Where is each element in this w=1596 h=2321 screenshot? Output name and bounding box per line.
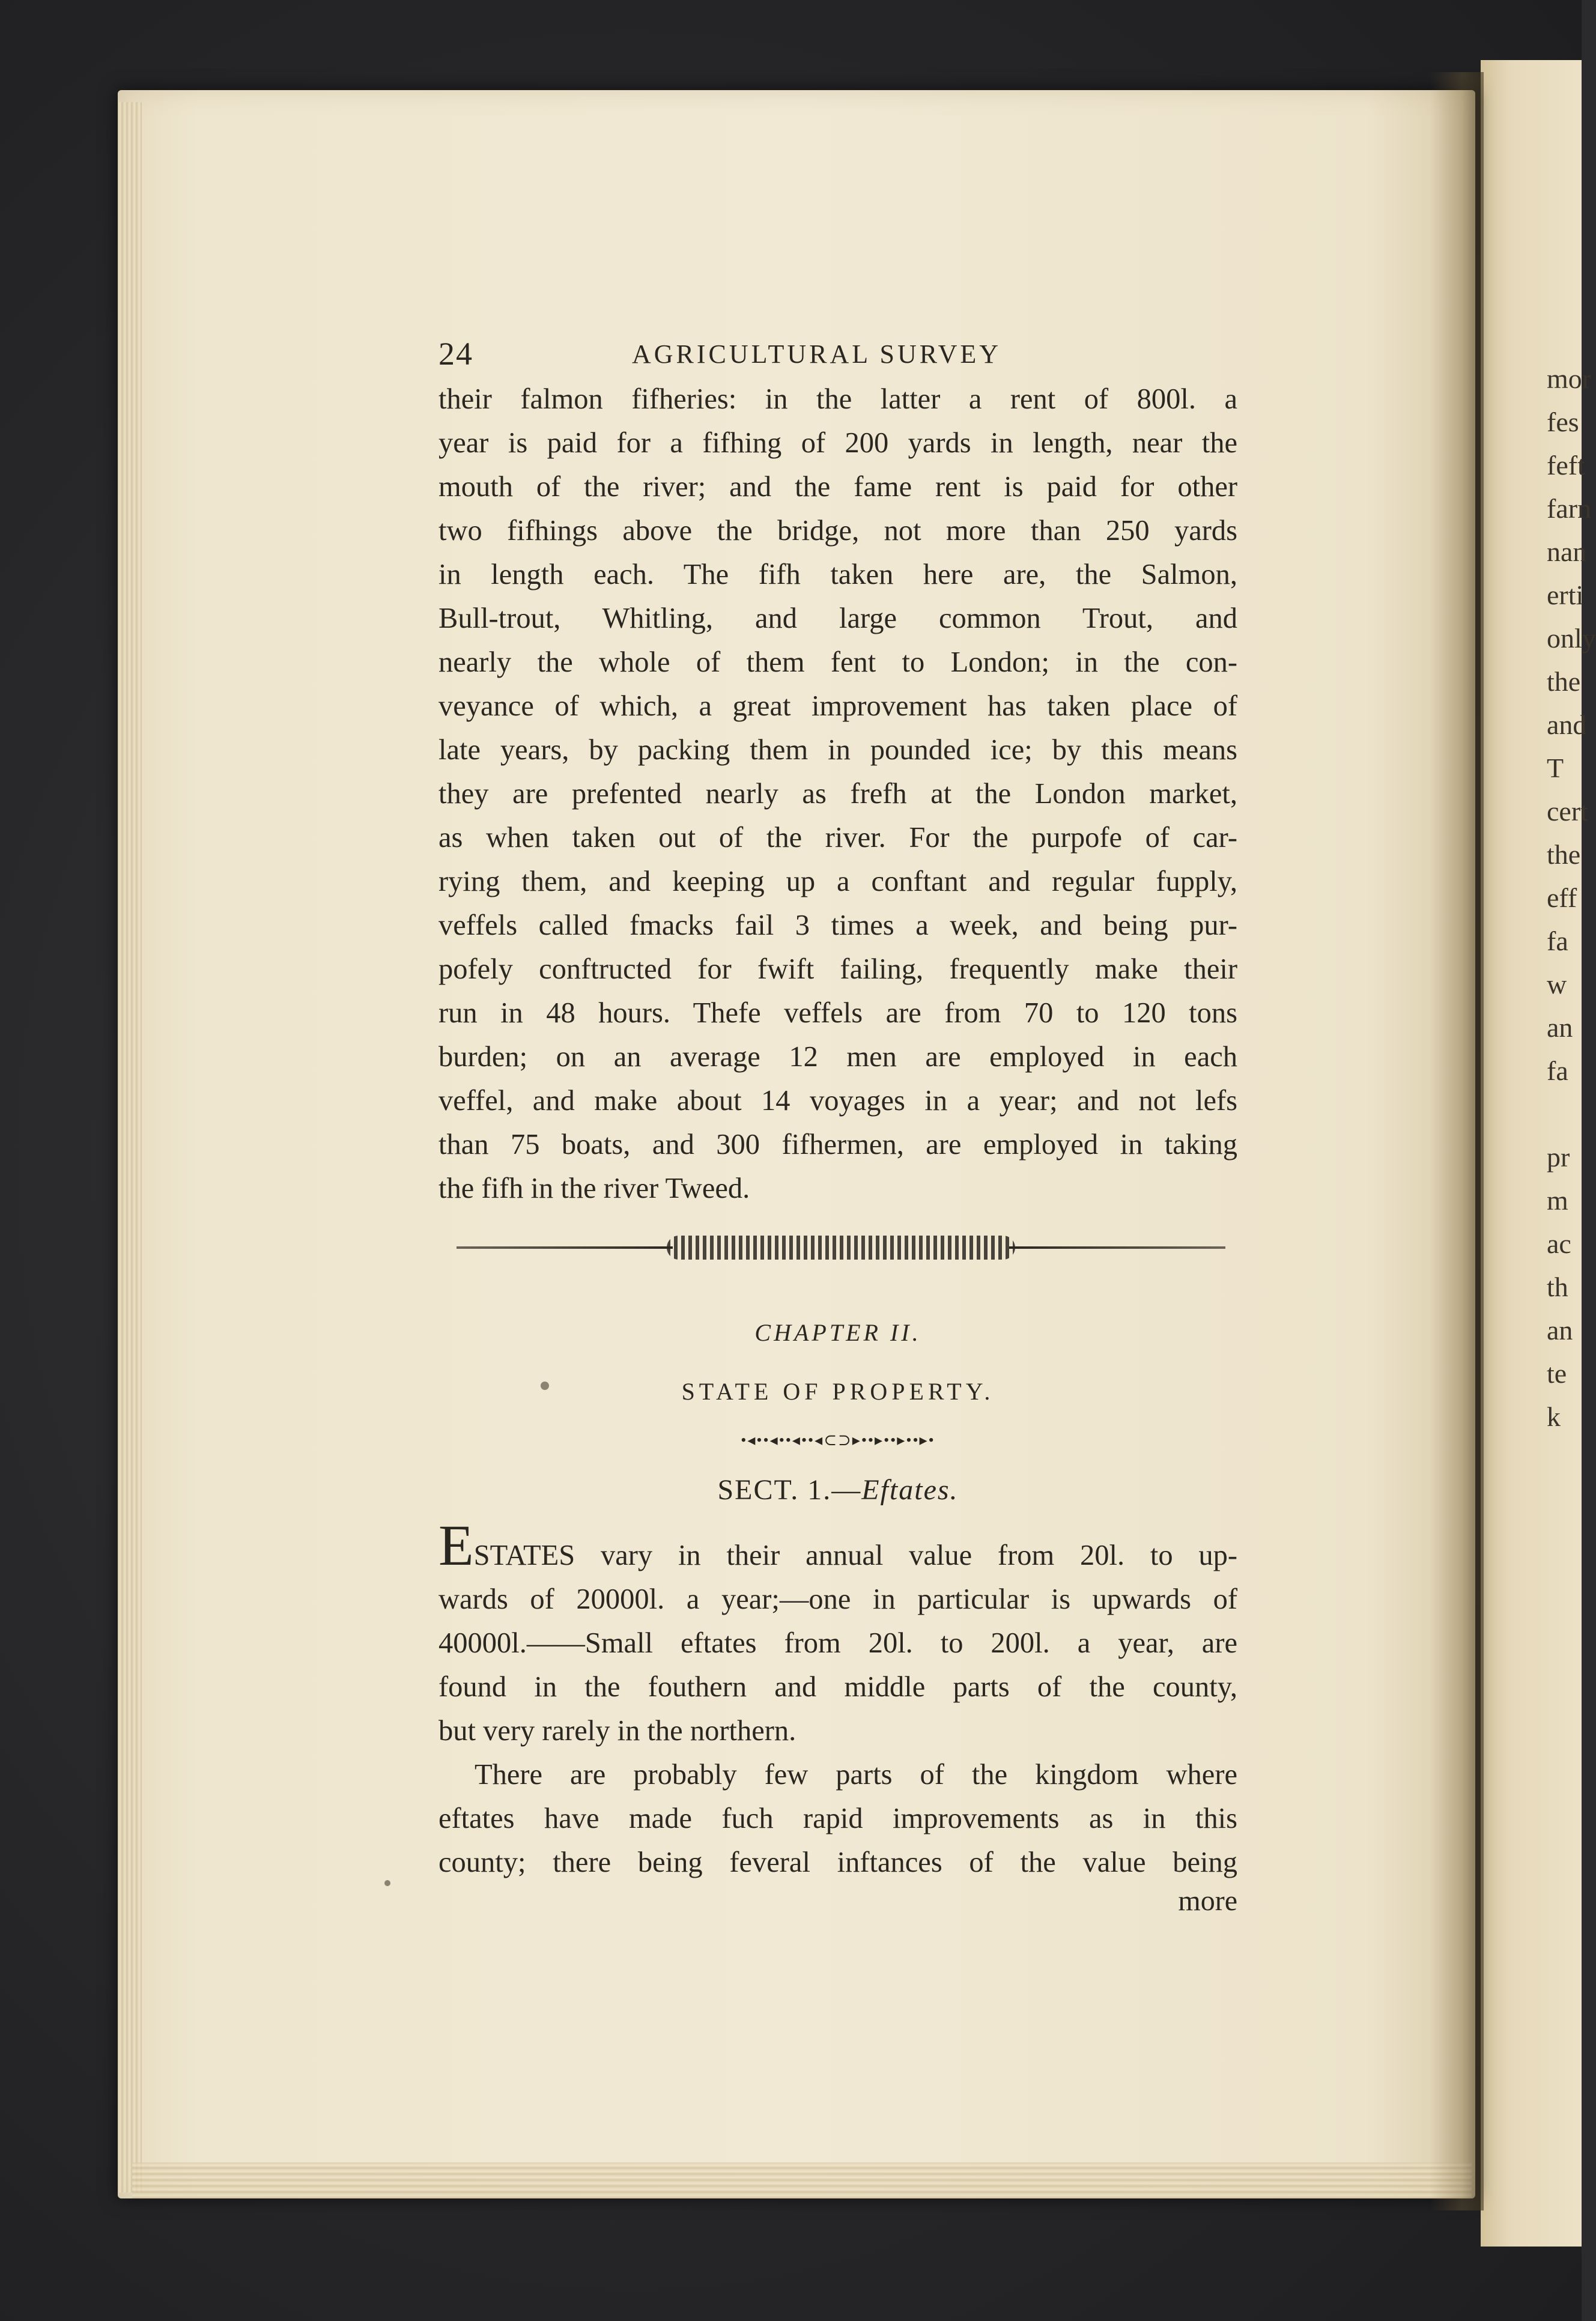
chapter-title: STATE OF PROPERTY. bbox=[681, 1378, 995, 1405]
facing-page-fragment: fa bbox=[1547, 926, 1568, 956]
text-line: two fifhings above the bridge, not more than 250 yards bbox=[438, 515, 1237, 547]
section-label: SECT. 1.— bbox=[717, 1474, 862, 1506]
text-line: nearly the whole of them fent to London; in the con- bbox=[438, 646, 1237, 678]
ink-speck bbox=[384, 1880, 390, 1886]
facing-page-fragment: w bbox=[1547, 969, 1567, 1000]
facing-page-fragment: feft bbox=[1547, 450, 1585, 481]
facing-page-fragment: th bbox=[1547, 1272, 1568, 1302]
catchword: more bbox=[1178, 1885, 1237, 1917]
text-line: late years, by packing them in pounded ice; by this means bbox=[438, 734, 1237, 766]
text-line: run in 48 hours. Thefe veffels are from 70 to 120 tons bbox=[438, 997, 1237, 1029]
text-line: pofely conftructed for fwift failing, frequently make their bbox=[438, 953, 1237, 985]
text-line: year is paid for a fifhing of 200 yards in length, near the bbox=[438, 427, 1237, 459]
text-line: burden; on an average 12 men are employed in each bbox=[438, 1041, 1237, 1073]
facing-page-fragment bbox=[1547, 1093, 1582, 1136]
facing-page-fragment: fa bbox=[1547, 1055, 1568, 1086]
facing-page-fragment: an bbox=[1547, 1315, 1573, 1346]
page-deckle-edge-bottom bbox=[132, 2162, 1472, 2198]
facing-page-fragment: farn bbox=[1547, 493, 1592, 524]
running-title: AGRICULTURAL SURVEY bbox=[632, 339, 1002, 369]
page-number: 24 bbox=[438, 336, 473, 372]
text-line: 40000l.——Small eftates from 20l. to 200l. a year, are bbox=[438, 1627, 1237, 1659]
ornamental-rule bbox=[438, 1210, 1237, 1300]
facing-page-fragment: k bbox=[1547, 1401, 1561, 1432]
text-line: county; there being feveral inftances of the value being bbox=[438, 1846, 1237, 1878]
facing-page-fragment: te bbox=[1547, 1358, 1567, 1389]
paragraph-improvements bbox=[438, 1753, 1237, 1884]
page-content bbox=[438, 329, 1237, 1917]
section-title: Eftates. bbox=[861, 1474, 959, 1506]
text-line: wards of 20000l. a year;—one in particular is upwards of bbox=[438, 1583, 1237, 1615]
facing-page-fragment: T bbox=[1547, 753, 1564, 783]
text-line: but very rarely in the northern. bbox=[438, 1715, 796, 1747]
facing-page-fragment: an bbox=[1547, 1012, 1573, 1043]
paragraph-fisheries bbox=[438, 377, 1237, 1210]
section-ornament: •◂••◂••◂••◂⊂⊃▸••▸••▸••▸• bbox=[741, 1431, 935, 1449]
book-gutter bbox=[1430, 72, 1484, 2210]
section-heading bbox=[438, 1473, 1237, 1528]
text-line: the fifh in the river Tweed. bbox=[438, 1173, 750, 1204]
facing-page-fragment: the bbox=[1547, 839, 1581, 870]
facing-page-fragment: the bbox=[1547, 666, 1581, 697]
text-line: Bull-trout, Whitling, and large common Trout, and bbox=[438, 602, 1237, 634]
drop-cap: E bbox=[438, 1513, 474, 1577]
facing-page-fragment: pr bbox=[1547, 1142, 1570, 1173]
paragraph-estates bbox=[438, 1513, 1237, 1753]
facing-page-fragment: ac bbox=[1547, 1228, 1571, 1259]
text-line: in length each. The fifh taken here are, the Salmon, bbox=[438, 559, 1237, 590]
estates-first-line bbox=[438, 1513, 1237, 1577]
facing-page-fragment: eff bbox=[1547, 882, 1577, 913]
text-line: veyance of which, a great improvement has taken place of bbox=[438, 690, 1237, 722]
facing-page-fragment: erti bbox=[1547, 580, 1584, 610]
text-line: veffel, and make about 14 voyages in a year; and not lefs bbox=[438, 1085, 1237, 1117]
text-line: found in the fouthern and middle parts of the county, bbox=[438, 1671, 1237, 1703]
text-line: rying them, and keeping up a conftant and regular fupply, bbox=[438, 866, 1237, 897]
text-line: they are prefented nearly as frefh at the London market, bbox=[438, 778, 1237, 810]
running-head bbox=[438, 329, 1237, 377]
facing-page-fragment: nan bbox=[1547, 536, 1587, 567]
text-line: veffels called fmacks fail 3 times a week, and being pur- bbox=[438, 909, 1237, 941]
page-deckle-edge-left bbox=[118, 102, 142, 2192]
text-line: as when taken out of the river. For the purpofe of car- bbox=[438, 822, 1237, 854]
facing-page-fragment: cert bbox=[1547, 796, 1588, 827]
rule-center-ornament bbox=[667, 1236, 1015, 1260]
text-line: their falmon fifheries: in the latter a rent of 800l. a bbox=[438, 383, 1237, 415]
text-line: than 75 boats, and 300 fifhermen, are employed in taking bbox=[438, 1129, 1237, 1160]
facing-page-fragment: and bbox=[1547, 709, 1587, 740]
rule-right-line bbox=[1009, 1246, 1225, 1249]
text-line: mouth of the river; and the fame rent is paid for other bbox=[438, 471, 1237, 503]
rule-left-line bbox=[457, 1246, 673, 1249]
facing-page-fragment: fes bbox=[1547, 407, 1579, 437]
chapter-heading: CHAPTER II. bbox=[754, 1319, 921, 1346]
facing-page-fragment: mor bbox=[1547, 363, 1592, 394]
estates-first-line-text: STATES vary in their annual value from 20l. to up- bbox=[473, 1540, 1237, 1571]
text-line: There are probably few parts of the kingdom where bbox=[475, 1759, 1237, 1791]
facing-page-fragment: only bbox=[1547, 623, 1596, 654]
facing-page-text bbox=[1547, 357, 1596, 1439]
facing-page-fragment: m bbox=[1547, 1185, 1568, 1216]
text-line: eftates have made fuch rapid improvements as in this bbox=[438, 1803, 1237, 1834]
